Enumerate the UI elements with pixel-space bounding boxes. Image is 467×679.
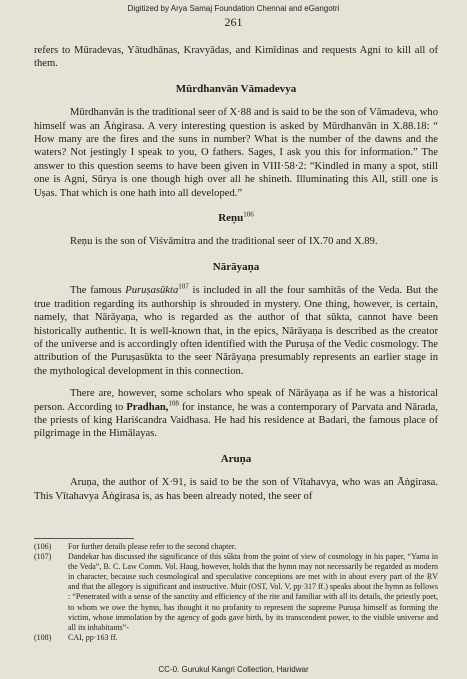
opening-paragraph: refers to Mūradevas, Yātudhānas, Kravyādas, and Kimīdinas and requests Agni to kill all of them. bbox=[34, 45, 438, 70]
digitization-watermark: Digitized by Arya Samaj Foundation Chennai and eGangotri bbox=[127, 4, 340, 13]
heading-aruna: Aruṇa bbox=[220, 452, 252, 465]
italic-purusasukta: Puruṣasūkta bbox=[125, 285, 179, 297]
footnote-text: For further details please refer to the second chapter. bbox=[68, 542, 237, 551]
heading-renu bbox=[34, 212, 438, 225]
footnote-number: (108) bbox=[34, 632, 52, 642]
bold-pradhan: Pradhan, bbox=[126, 401, 169, 413]
footnote-number: (106) bbox=[34, 542, 52, 551]
footnote-108 bbox=[34, 633, 438, 643]
footnote-ref-108: 108 bbox=[168, 399, 179, 407]
footnote-text: Dandekar has discussed the significance of this sūkta from the point of view of cosmology in his paper, “Yama in the Veda”, B. C. Law Comm. Vol. Haug, however, holds that the hymn may not necessarily be regarded as modern in character, because such cosmological and speculative conceptions are met with in about every part of the ṚV and that the allegory is significant and instructive. Muir (OST, Vol. V, pp·317 ff.) speaks about the hymn as follows : “Penetrated with a sense of the sanctity and efficiency of the rite and familiar with all its details, the priestly poet, to whom we owe the hymn, has thought it no profanity to represent the supreme Puruṣa himself as forming the victim, whose immolation by the agency of gods gave birth, by its transcendent power, to the visible universe and all its inhabitants”- bbox=[68, 552, 438, 632]
paragraph-murdhanvan: Mūrdhanvān is the traditional seer of X·88 and is said to be the son of Vāmadeva, who himself was an Āṅgirasa. A very interesting question is asked by Mūrdhanvān in X.88.18: “ How many are the fires and the suns in number? What is the number of the dawns and the waters? Not jestingly I speak to you, O fathers. Sages, I ask you this for information.” The answer to this question seems to have been given in VIII·58·2: “Kindled in many a spot, still one is Agni, Sūrya is one though high over all he shineth. Illuminating this All, still one is Uṣas. That which is one hath into all developed.” bbox=[34, 107, 438, 199]
page-number: 261 bbox=[224, 15, 243, 29]
footnote-divider bbox=[34, 538, 134, 539]
page-body bbox=[34, 44, 438, 503]
footnote-number: (107) bbox=[34, 552, 52, 562]
heading-narayana: Nārāyaṇa bbox=[212, 260, 260, 273]
paragraph-aruna: Aruṇa, the author of X·91, is said to be the son of Vītahavya, who was an Āṅgirasa. This Vītahavya Āṅgirasa is, as has been already noted, the seer of bbox=[34, 477, 438, 502]
collection-watermark: CC-0. Gurukul Kangri Collection, Haridwar bbox=[158, 665, 309, 674]
paragraph-renu: Reṇu is the son of Viśvāmitra and the traditional seer of IX.70 and X.89. bbox=[70, 236, 378, 248]
footnotes bbox=[34, 542, 438, 643]
heading-murdhanvan: Mūrdhanvān Vāmadevya bbox=[175, 82, 297, 95]
paragraph-narayana-1: The famous Puruṣasūkta$^{107}$ is included in all the four samhitās of the Veda. But the true tradition regarding its authorship is shrouded in mystery. One thing, however, is certain, namely, that Nārāyaṇa, who is regarded as the author of that sūkta, cannot have been historically authentic. It is well-known that, in the epics, Nārāyaṇa is described as the creator of the universe and is accordingly often identified with the Puruṣa of the Vedic cosmology. The attribution of the Puruṣasūkta to the seer Nārāyaṇa presumably represents an earlier stage in the mythological development in this connection. bbox=[34, 282, 438, 377]
footnote-106 bbox=[34, 542, 438, 552]
footnote-107 bbox=[34, 552, 438, 633]
heading-renu-text: Reṇu bbox=[218, 212, 244, 225]
paragraph-narayana-2: There are, however, some scholars who speak of Nārāyaṇa as if he was a historical person. According to Pradhan,$^{108}$ for instance, he was a contemporary of Parvata and Nārada, the priests of king Hariścandra Vaidhasa. He had his residence at Badari, the famous place of pilgrimage in the Himālayas. bbox=[34, 388, 438, 440]
footnote-ref-107: 107 bbox=[178, 282, 189, 291]
footnote-ref-106: 106 bbox=[243, 210, 254, 219]
footnote-text: CAI, pp·163 ff. bbox=[68, 632, 118, 642]
